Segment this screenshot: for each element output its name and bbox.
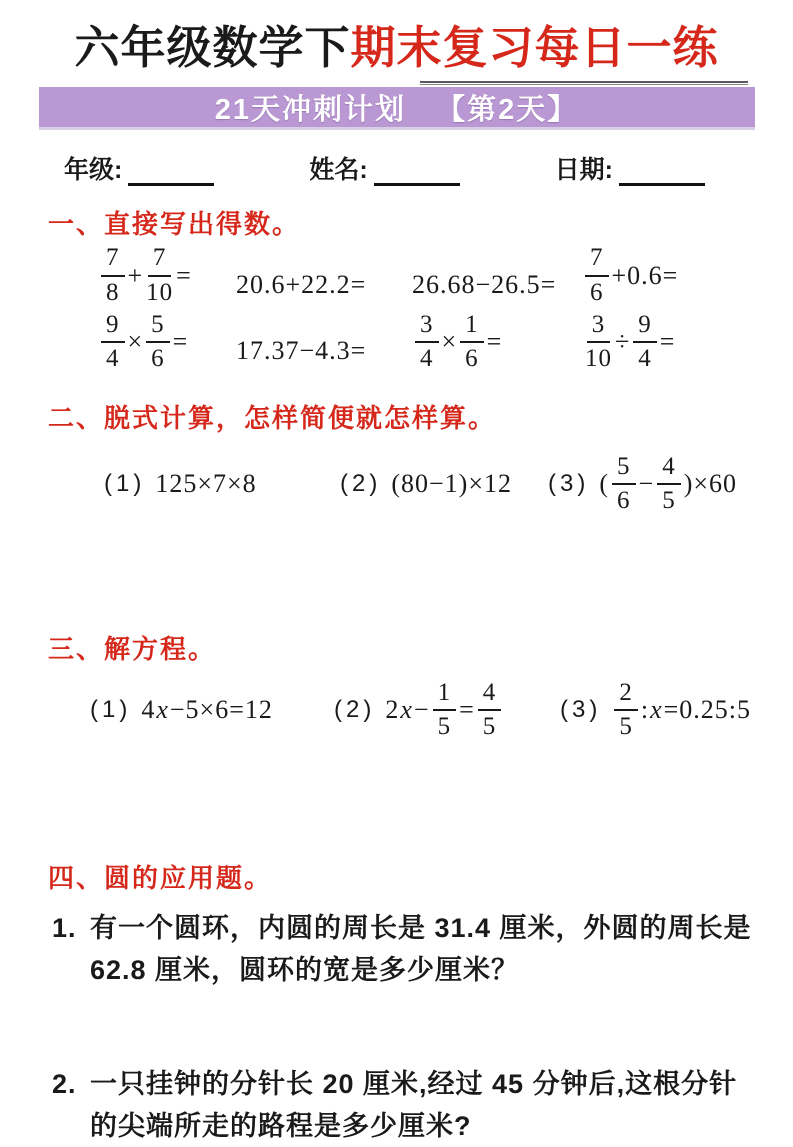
page-title — [0, 20, 793, 76]
math-expression: 125×7×8 — [155, 469, 257, 499]
section3-heading: 三、解方程。 — [48, 634, 217, 665]
written-problem-2 — [340, 469, 548, 499]
title-underline-decoration — [420, 81, 748, 85]
problem-label: (2) — [334, 696, 376, 724]
name-label: 姓名: — [309, 156, 368, 185]
section1-heading: 一、直接写出得数。 — [48, 209, 301, 240]
problem-text — [90, 907, 757, 991]
grade-blank — [128, 162, 214, 186]
fraction: $\frac{5}{6}$ — [612, 454, 636, 515]
plan-banner — [39, 87, 755, 130]
fraction: $\frac{7}{10}$ — [146, 244, 174, 306]
fraction: $\frac{9}{4}$ — [633, 312, 657, 373]
banner-plan-text: 21天冲刺计划 — [214, 93, 407, 126]
section-circle-word-problems — [0, 858, 793, 1147]
oral-problem-4: $\frac{7}{6}$ +0.6= — [582, 245, 793, 306]
equation-problems-row — [0, 672, 793, 748]
oral-problem-8: $\frac{3}{10}$ ÷ $\frac{9}{4}$ = — [585, 310, 676, 372]
fraction: $\frac{2}{5}$ — [614, 680, 638, 741]
fraction: $\frac{1}{6}$ — [460, 312, 484, 373]
grade-field — [64, 150, 214, 186]
problem-label: (1) — [90, 696, 132, 724]
fraction: $\frac{3}{10}$ — [585, 310, 612, 372]
problem-text — [90, 1063, 757, 1147]
equation-problem-3 — [560, 680, 751, 741]
section-solve-equations — [0, 629, 793, 748]
title-grade-part: 六年级数学下 — [74, 22, 351, 73]
fraction: $\frac{9}{4}$ — [101, 312, 125, 373]
math-expression: $\frac{2}{5}$ : x =0.25:5 — [611, 680, 751, 741]
problem-number: 1. — [52, 913, 77, 944]
oral-problem-1: $\frac{7}{8}$ + $\frac{7}{10}$ = — [98, 245, 236, 306]
oral-problem-5: $\frac{9}{4}$ × $\frac{5}{6}$ = — [98, 312, 236, 373]
section-oral-calculation — [0, 204, 793, 372]
date-field — [555, 150, 705, 186]
date-label: 日期: — [554, 156, 613, 185]
equation-problem-1 — [90, 695, 334, 725]
math-expression: (80−1)×12 — [391, 469, 512, 499]
oral-problem-7: $\frac{3}{4}$ × $\frac{1}{6}$ = — [412, 312, 582, 373]
math-expression: 4 x −5×6=12 — [141, 695, 273, 725]
section2-heading: 二、脱式计算，怎样简便就怎样算。 — [48, 403, 497, 434]
name-blank — [374, 162, 460, 186]
problem-label: (3) — [560, 696, 602, 724]
oral-problem-3: 26.68−26.5= — [412, 269, 557, 299]
fraction: $\frac{1}{5}$ — [433, 680, 457, 741]
problem-line: 一只挂钟的分针长 20 厘米,经过 45 分钟后,这根分针 — [90, 1069, 738, 1100]
fraction: $\frac{4}{5}$ — [478, 680, 502, 741]
problem-label: (2) — [340, 470, 382, 498]
written-problem-3 — [548, 454, 737, 515]
problem-line: 62.8 厘米，圆环的宽是多少厘米？ — [90, 955, 520, 986]
fraction: $\frac{3}{4}$ — [415, 312, 439, 373]
fraction: $\frac{4}{5}$ — [657, 454, 681, 515]
grade-label: 年级: — [64, 156, 123, 185]
oral-problem-2: 20.6+22.2= — [236, 269, 367, 299]
problem-label: (3) — [548, 470, 590, 498]
section-written-calculation — [0, 398, 793, 525]
name-field — [309, 150, 459, 186]
math-expression: ( $\frac{5}{6}$ − $\frac{4}{5}$ )×60 — [599, 453, 738, 515]
fraction: $\frac{7}{6}$ — [585, 245, 609, 306]
written-problem-1 — [104, 469, 340, 499]
oral-problem-6: 17.37−4.3= — [236, 336, 367, 365]
written-problems-row — [0, 443, 793, 525]
fraction: $\frac{7}{8}$ — [101, 245, 125, 306]
section4-heading: 四、圆的应用题。 — [48, 863, 273, 894]
problem-line: 有一个圆环，内圆的周长是 31.4 厘米，外圆的周长是 — [90, 913, 752, 944]
problem-line: 的尖端所走的路程是多少厘米? — [90, 1111, 472, 1142]
math-expression: 2 x − $\frac{1}{5}$ = $\frac{4}{5}$ — [385, 680, 504, 741]
problem-number: 2. — [52, 1069, 77, 1100]
banner-day-text: 【第2天】 — [436, 93, 579, 126]
equation-problem-2 — [334, 680, 560, 741]
student-info-row — [0, 130, 793, 186]
fraction: $\frac{5}{6}$ — [146, 312, 170, 373]
worksheet-header — [0, 0, 793, 130]
oral-problems-grid — [98, 245, 793, 372]
title-exam-part: 期末复习每日一练 — [350, 22, 719, 73]
date-blank — [619, 162, 705, 186]
word-problem-2 — [52, 1063, 757, 1147]
word-problem-1 — [52, 907, 757, 991]
problem-label: (1) — [104, 470, 146, 498]
